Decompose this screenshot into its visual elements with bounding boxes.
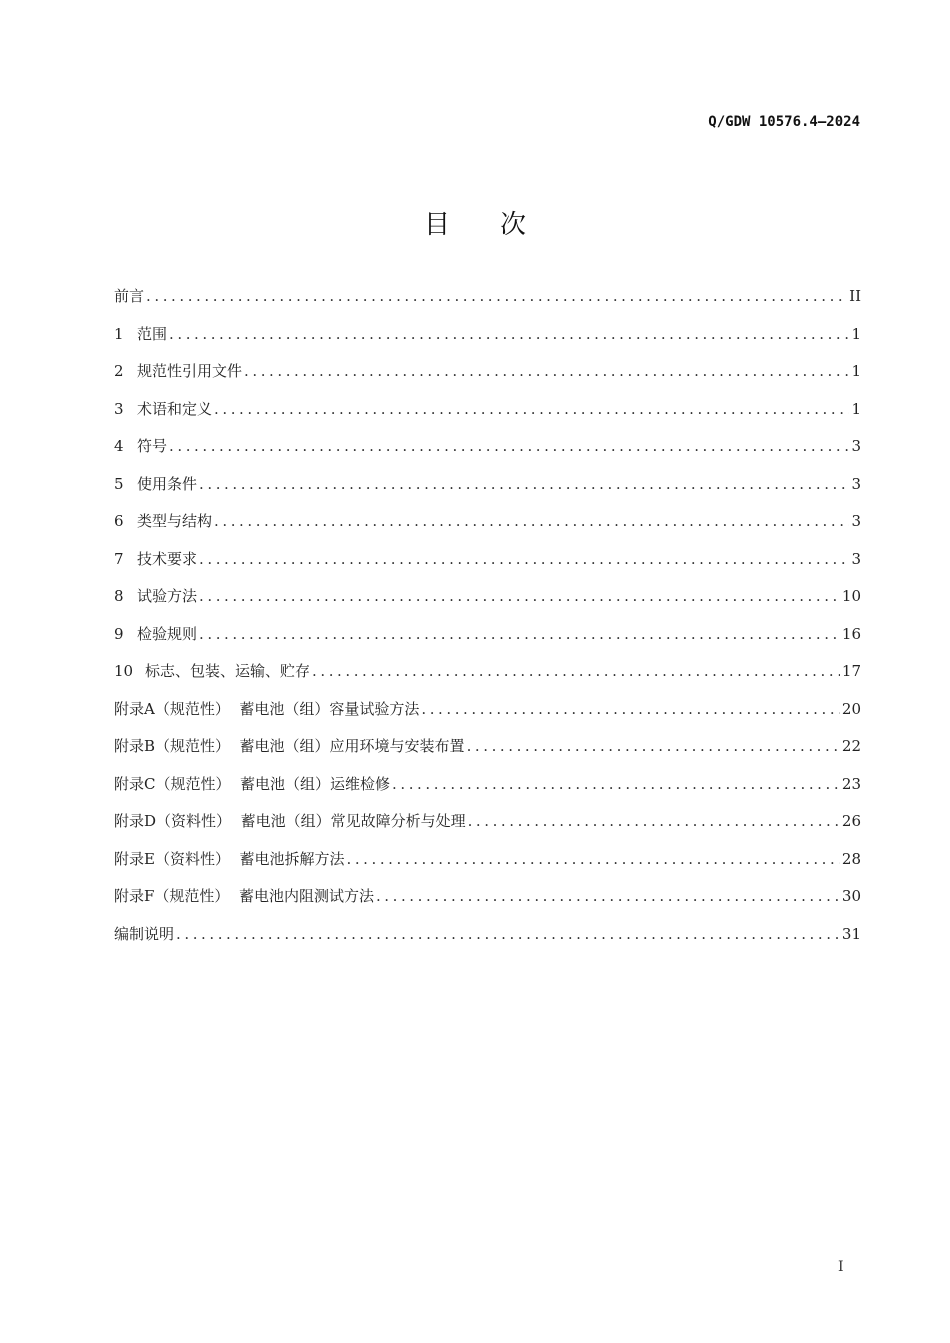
- dot-leader: [199, 625, 840, 643]
- dot-leader: [244, 362, 849, 380]
- toc-entry-4[interactable]: [114, 435, 861, 473]
- toc-entry-compilation-notes[interactable]: [114, 923, 861, 961]
- toc-label: 符号: [137, 437, 168, 455]
- toc-entry-1[interactable]: [114, 323, 861, 361]
- toc-label: 规范性引用文件: [137, 362, 243, 380]
- toc-page: 3: [851, 474, 861, 493]
- toc-entry-appendix-e[interactable]: [114, 848, 861, 886]
- dot-leader: [199, 475, 849, 493]
- toc-page: 3: [851, 549, 861, 568]
- toc-label: 附录F（规范性） 蓄电池内阻测试方法: [114, 887, 374, 905]
- toc-number: 7: [114, 549, 124, 568]
- page-title: [0, 204, 950, 241]
- toc-entry-9[interactable]: [114, 623, 861, 661]
- toc-entry-foreword[interactable]: [114, 285, 861, 323]
- toc-label: 附录A（规范性） 蓄电池（组）容量试验方法: [114, 699, 420, 718]
- toc-number: 3: [114, 399, 124, 418]
- toc-label: 附录C（规范性） 蓄电池（组）运维检修: [114, 774, 391, 793]
- toc-entry-appendix-a[interactable]: [114, 698, 861, 736]
- dot-leader: [214, 400, 849, 418]
- dot-leader: [199, 587, 840, 605]
- toc-label: 术语和定义: [137, 399, 213, 418]
- toc-label: 范围: [137, 324, 168, 343]
- dot-leader: [199, 550, 849, 568]
- dot-leader: [146, 287, 847, 305]
- toc-label: 检验规则: [137, 624, 198, 643]
- toc-entry-appendix-d[interactable]: [114, 810, 861, 848]
- dot-leader: [176, 925, 840, 943]
- toc-page: 30: [841, 887, 861, 905]
- toc-page: II: [849, 287, 861, 305]
- dot-leader: [468, 812, 840, 830]
- toc-page: 28: [841, 849, 861, 868]
- toc-label: 附录E（资料性） 蓄电池拆解方法: [114, 849, 345, 868]
- toc-label: 前言: [114, 287, 145, 305]
- toc-entry-10[interactable]: [114, 660, 861, 698]
- table-of-contents: [114, 285, 861, 960]
- dot-leader: [214, 512, 849, 530]
- dot-leader: [169, 325, 849, 343]
- toc-page: 1: [851, 362, 861, 380]
- toc-entry-appendix-c[interactable]: [114, 773, 861, 811]
- dot-leader: [312, 662, 840, 680]
- toc-entry-6[interactable]: [114, 510, 861, 548]
- toc-label: 试验方法: [137, 587, 198, 605]
- toc-page: 20: [841, 699, 861, 718]
- toc-number: 2: [114, 362, 124, 380]
- toc-number: 5: [114, 474, 124, 493]
- toc-label: 附录D（资料性） 蓄电池（组）常见故障分析与处理: [114, 812, 466, 830]
- toc-page: 3: [851, 437, 861, 455]
- toc-label: 类型与结构: [137, 512, 213, 530]
- toc-label: 标志、包装、运输、贮存: [145, 662, 311, 680]
- title-char-2: 次: [500, 210, 527, 240]
- toc-entry-2[interactable]: [114, 360, 861, 398]
- toc-entry-appendix-b[interactable]: [114, 735, 861, 773]
- dot-leader: [376, 887, 840, 905]
- toc-number: 1: [114, 324, 124, 343]
- dot-leader: [169, 437, 849, 455]
- dot-leader: [467, 737, 840, 755]
- toc-entry-3[interactable]: [114, 398, 861, 436]
- toc-page: 23: [841, 774, 861, 793]
- toc-page: 31: [841, 924, 861, 943]
- toc-entry-8[interactable]: [114, 585, 861, 623]
- toc-label: 技术要求: [137, 549, 198, 568]
- toc-page: 17: [841, 662, 861, 680]
- dot-leader: [421, 700, 840, 718]
- toc-page: 1: [851, 324, 861, 343]
- toc-label: 附录B（规范性） 蓄电池（组）应用环境与安装布置: [114, 737, 465, 755]
- toc-entry-appendix-f[interactable]: [114, 885, 861, 923]
- toc-number: 8: [114, 587, 124, 605]
- dot-leader: [347, 850, 840, 868]
- toc-page: 16: [841, 624, 861, 643]
- toc-number: 4: [114, 437, 124, 455]
- toc-entry-7[interactable]: [114, 548, 861, 586]
- dot-leader: [392, 775, 840, 793]
- toc-page: 22: [841, 737, 861, 755]
- title-char-1: 目: [423, 210, 450, 240]
- document-code: Q/GDW 10576.4—2024: [708, 114, 860, 130]
- toc-page: 10: [841, 587, 861, 605]
- toc-label: 编制说明: [114, 924, 175, 943]
- toc-number: 10: [114, 662, 134, 680]
- toc-entry-5[interactable]: [114, 473, 861, 511]
- toc-number: 9: [114, 624, 124, 643]
- page-number: I: [838, 1259, 844, 1275]
- toc-page: 1: [851, 399, 861, 418]
- toc-page: 3: [851, 512, 861, 530]
- toc-label: 使用条件: [137, 474, 198, 493]
- toc-number: 6: [114, 512, 124, 530]
- toc-page: 26: [841, 812, 861, 830]
